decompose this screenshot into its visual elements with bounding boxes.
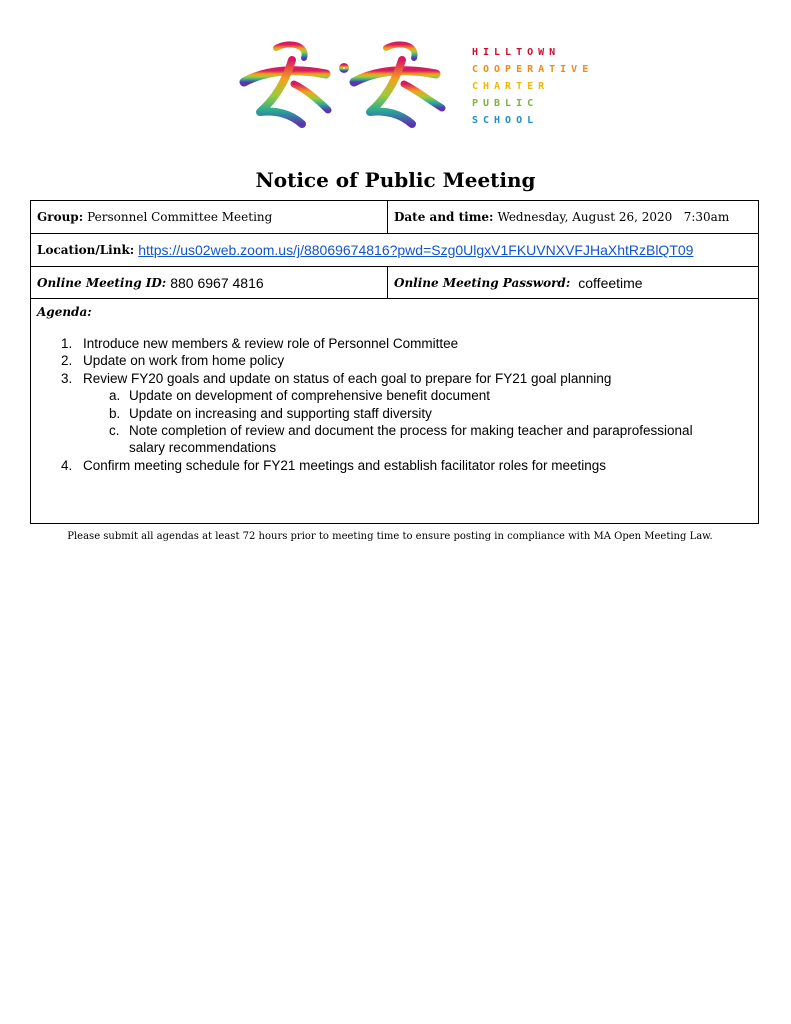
list-item-number: 4. — [61, 457, 73, 473]
datetime-label: Date and time: — [394, 210, 494, 224]
list-item — [31, 352, 758, 369]
list-item — [31, 457, 758, 474]
list-item — [31, 335, 758, 352]
location-cell — [31, 234, 758, 266]
list-item-text: Confirm meeting schedule for FY21 meetings and establish facilitator roles for meetings — [83, 457, 606, 473]
credentials-row — [31, 267, 758, 299]
sub-list-item-letter: b. — [109, 405, 121, 421]
sub-list-item-text: Update on increasing and supporting staff diversity — [129, 405, 432, 421]
wordmark-line-charter: CHARTER — [472, 81, 550, 92]
meeting-id-value: 880 6967 4816 — [170, 274, 264, 291]
list-item-text: Introduce new members & review role of Personnel Committee — [83, 336, 459, 351]
location-row — [31, 234, 758, 267]
location-label: Location/Link: — [37, 243, 135, 257]
agenda-label: Agenda: — [37, 305, 92, 319]
zoom-meeting-link[interactable]: https://us02web.zoom.us/j/88069674816?pwd=Szg0UlgxV1FKUVNXVFJHaXhtRzBlQT09 — [138, 242, 694, 258]
submission-note: Please submit all agendas at least 72 hours prior to meeting time to ensure posting in compliance with MA Open Meeting Law. — [67, 531, 713, 542]
sub-list-item-text: Note completion of review and document the process for making teacher and paraprofessional salary recommendations — [129, 423, 693, 456]
wordmark-line-cooperative: COOPERATIVE — [472, 64, 594, 75]
password-label: Online Meeting Password: — [394, 275, 571, 290]
group-datetime-row — [31, 201, 758, 234]
password-cell — [388, 267, 758, 298]
list-item-number: 3. — [61, 370, 73, 386]
group-label: Group: — [37, 210, 84, 224]
wordmark-line-hilltown: HILLTOWN — [472, 47, 561, 58]
list-item-text: Update on work from home policy — [83, 353, 285, 369]
list-item-number: 1. — [61, 336, 73, 351]
sub-list-item-letter: a. — [109, 388, 121, 404]
list-item-text: Review FY20 goals and update on status of each goal to prepare for FY21 goal planning — [83, 370, 612, 386]
sub-list-item-text: Update on development of comprehensive benefit document — [129, 388, 490, 404]
agenda-section — [31, 299, 758, 523]
list-item-number: 2. — [61, 353, 73, 369]
list-item — [31, 370, 758, 387]
wordmark-line-school: SCHOOL — [472, 115, 539, 126]
meeting-notice-form — [30, 200, 759, 524]
datetime-value: Wednesday, August 26, 2020 7:30am — [497, 210, 730, 224]
page-title: Notice of Public Meeting — [255, 168, 536, 192]
sub-list-item — [31, 422, 758, 457]
agenda-list — [31, 335, 758, 474]
password-value: coffeetime — [578, 274, 643, 291]
wordmark-line-public: PUBLIC — [472, 98, 539, 109]
datetime-cell — [388, 201, 758, 233]
sub-list-item — [31, 405, 758, 422]
sub-list-item-letter: c. — [109, 423, 120, 439]
meeting-id-label: Online Meeting ID: — [37, 275, 167, 290]
sub-list-item — [31, 387, 758, 404]
meeting-id-cell — [31, 267, 388, 298]
school-name-wordmark — [472, 44, 594, 129]
group-cell — [31, 201, 388, 233]
group-value: Personnel Committee Meeting — [87, 210, 273, 224]
